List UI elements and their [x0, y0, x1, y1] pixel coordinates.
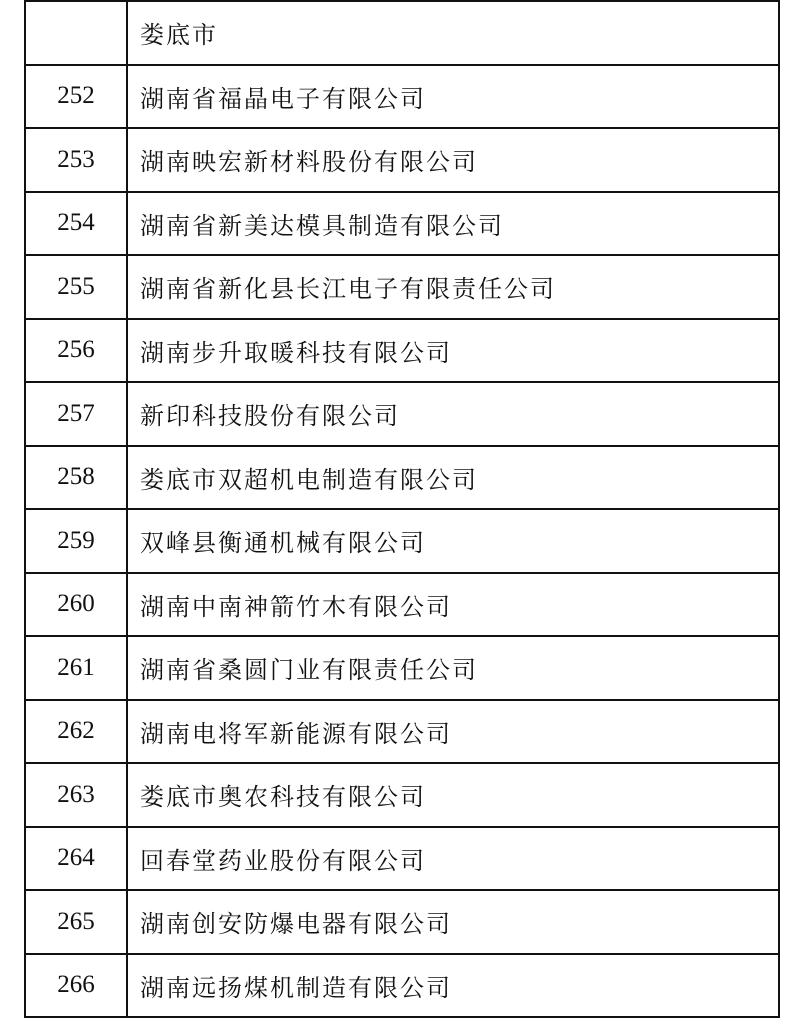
row-number: 263	[26, 763, 127, 827]
table-row	[26, 319, 778, 383]
company-name: 湖南电将军新能源有限公司	[127, 700, 778, 764]
row-number: 256	[26, 319, 127, 383]
company-name: 湖南远扬煤机制造有限公司	[127, 954, 778, 1018]
row-number: 255	[26, 255, 127, 319]
table-row	[26, 382, 778, 446]
row-number: 260	[26, 573, 127, 637]
table-row	[26, 573, 778, 637]
table-row	[26, 890, 778, 954]
company-name: 新印科技股份有限公司	[127, 382, 778, 446]
table-row	[26, 255, 778, 319]
table-header-row	[26, 1, 778, 65]
row-number: 254	[26, 192, 127, 256]
company-name: 湖南步升取暖科技有限公司	[127, 319, 778, 383]
table-row	[26, 192, 778, 256]
company-name: 回春堂药业股份有限公司	[127, 827, 778, 891]
row-number: 262	[26, 700, 127, 764]
row-number: 257	[26, 382, 127, 446]
company-name: 湖南省新美达模具制造有限公司	[127, 192, 778, 256]
table-row	[26, 65, 778, 129]
company-list-table	[24, 0, 780, 1018]
row-number: 252	[26, 65, 127, 129]
row-number: 253	[26, 128, 127, 192]
table-row	[26, 446, 778, 510]
company-name: 湖南省福晶电子有限公司	[127, 65, 778, 129]
table-row	[26, 954, 778, 1018]
company-name: 湖南中南神箭竹木有限公司	[127, 573, 778, 637]
city-heading: 娄底市	[127, 1, 778, 65]
company-name: 双峰县衡通机械有限公司	[127, 509, 778, 573]
table	[26, 0, 778, 1018]
row-number: 259	[26, 509, 127, 573]
company-name: 娄底市双超机电制造有限公司	[127, 446, 778, 510]
index-cell	[26, 1, 127, 65]
row-number: 258	[26, 446, 127, 510]
table-row	[26, 636, 778, 700]
company-name: 湖南映宏新材料股份有限公司	[127, 128, 778, 192]
row-number: 266	[26, 954, 127, 1018]
row-number: 265	[26, 890, 127, 954]
table-row	[26, 827, 778, 891]
table-row	[26, 700, 778, 764]
table-row	[26, 763, 778, 827]
row-number: 264	[26, 827, 127, 891]
company-name: 湖南省桑圆门业有限责任公司	[127, 636, 778, 700]
table-row	[26, 509, 778, 573]
company-name: 娄底市奥农科技有限公司	[127, 763, 778, 827]
table-row	[26, 128, 778, 192]
company-name: 湖南创安防爆电器有限公司	[127, 890, 778, 954]
company-name: 湖南省新化县长江电子有限责任公司	[127, 255, 778, 319]
row-number: 261	[26, 636, 127, 700]
